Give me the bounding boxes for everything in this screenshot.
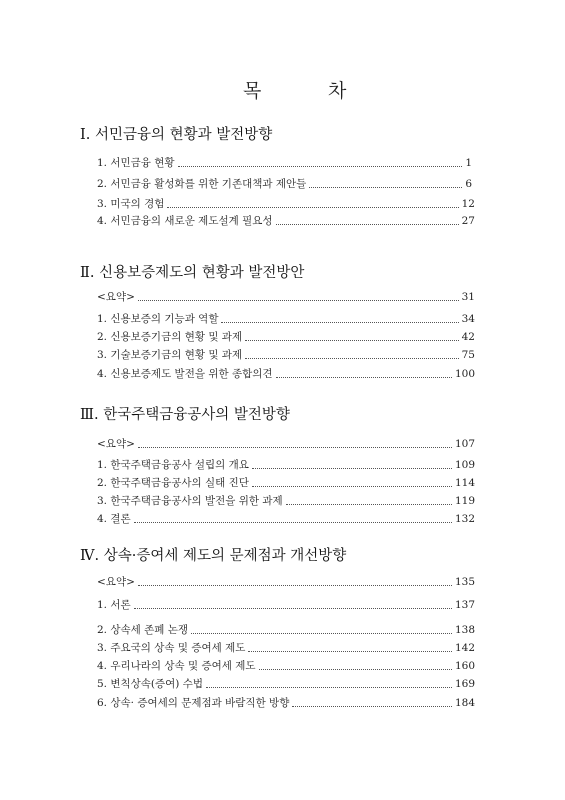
dot-leader xyxy=(276,224,459,225)
toc-entry-page: 42 xyxy=(461,331,475,343)
toc-entry-page: 138 xyxy=(454,624,475,636)
toc-entry-label: 6. 상속· 증여세의 문제점과 바람직한 방향 xyxy=(97,697,290,709)
toc-entry[interactable] xyxy=(97,494,475,508)
toc-entry[interactable] xyxy=(97,156,472,170)
toc-entry[interactable] xyxy=(97,330,475,344)
toc-entry[interactable] xyxy=(97,197,475,211)
section-heading: Ⅳ. 상속·증여세 제도의 문제점과 개선방향 xyxy=(80,548,347,564)
toc-entry[interactable] xyxy=(97,458,475,472)
toc-entry[interactable] xyxy=(97,623,475,637)
dot-leader xyxy=(167,207,458,208)
toc-entry-page: 184 xyxy=(454,697,475,709)
toc-entry-page: 27 xyxy=(461,215,475,227)
toc-entry-page: 75 xyxy=(461,349,475,361)
dot-leader xyxy=(252,468,452,469)
toc-entry[interactable] xyxy=(97,367,475,381)
dot-leader xyxy=(245,358,459,359)
toc-title xyxy=(0,76,565,104)
dot-leader xyxy=(221,322,458,323)
toc-entry-page: 34 xyxy=(461,313,475,325)
dot-leader xyxy=(138,585,452,586)
toc-entry-label: 2. 신용보증기금의 현황 및 과제 xyxy=(97,331,243,343)
dot-leader xyxy=(206,687,452,688)
toc-entry-page: 1 xyxy=(465,157,472,169)
toc-entry-label: 1. 서민금융 현황 xyxy=(97,157,175,169)
toc-entry-label: 5. 변칙상속(증여) 수법 xyxy=(97,678,204,690)
toc-entry[interactable] xyxy=(97,512,475,526)
toc-entry-page: 142 xyxy=(454,642,475,654)
toc-entry[interactable] xyxy=(97,575,475,589)
dot-leader xyxy=(245,340,459,341)
toc-entry[interactable] xyxy=(97,476,475,490)
dot-leader xyxy=(178,166,463,167)
toc-entry[interactable] xyxy=(97,214,475,228)
dot-leader xyxy=(276,377,452,378)
toc-entry-page: 6 xyxy=(465,178,472,190)
toc-entry-page: 109 xyxy=(454,459,475,471)
toc-entry[interactable] xyxy=(97,659,475,673)
toc-section-1 xyxy=(80,124,500,146)
toc-entry-label: <요약> xyxy=(97,291,135,303)
toc-entry[interactable] xyxy=(97,437,475,451)
dot-leader xyxy=(248,651,452,652)
dot-leader xyxy=(252,486,452,487)
toc-entry-page: 114 xyxy=(454,477,475,489)
toc-entry-label: 1. 한국주택금융공사 설립의 개요 xyxy=(97,459,249,471)
dot-leader xyxy=(191,633,452,634)
toc-section-2 xyxy=(80,262,500,284)
dot-leader xyxy=(286,504,452,505)
toc-entry[interactable] xyxy=(97,177,472,191)
toc-entry-label: 1. 신용보증의 기능과 역할 xyxy=(97,313,219,325)
toc-entry-page: 160 xyxy=(454,660,475,672)
dot-leader xyxy=(138,300,459,301)
toc-entry-page: 107 xyxy=(454,438,475,450)
toc-entry-page: 100 xyxy=(454,368,475,380)
toc-entry-label: 4. 서민금융의 새로운 제도설계 필요성 xyxy=(97,215,273,227)
toc-entry[interactable] xyxy=(97,696,475,710)
toc-entry-label: 2. 서민금융 활성화를 위한 기존대책과 제안들 xyxy=(97,178,307,190)
toc-entry-label: 3. 한국주택금융공사의 발전을 위한 과제 xyxy=(97,495,283,507)
toc-entry-label: <요약> xyxy=(97,438,135,450)
dot-leader xyxy=(259,669,452,670)
section-heading: Ⅱ. 신용보증제도의 현황과 발전방안 xyxy=(80,265,305,281)
section-heading: Ⅲ. 한국주택금융공사의 발전방향 xyxy=(80,407,290,423)
toc-entry-page: 132 xyxy=(454,513,475,525)
dot-leader xyxy=(134,522,452,523)
toc-entry[interactable] xyxy=(97,677,475,691)
dot-leader xyxy=(134,608,452,609)
toc-entry[interactable] xyxy=(97,312,475,326)
toc-entry-label: 1. 서론 xyxy=(97,599,131,611)
toc-entry-label: 3. 주요국의 상속 및 증여세 제도 xyxy=(97,642,246,654)
dot-leader xyxy=(309,187,462,188)
toc-entry-page: 135 xyxy=(454,576,475,588)
toc-entry-label: 4. 신용보증제도 발전을 위한 종합의견 xyxy=(97,368,273,380)
toc-entry[interactable] xyxy=(97,598,475,612)
toc-entry-page: 12 xyxy=(461,198,475,210)
toc-entry[interactable] xyxy=(97,641,475,655)
dot-leader xyxy=(292,706,452,707)
toc-entry-page: 137 xyxy=(454,599,475,611)
toc-title-char-2: 차 xyxy=(328,80,348,102)
toc-section-4 xyxy=(80,545,500,567)
toc-title-char-1: 목 xyxy=(243,80,263,102)
toc-entry[interactable] xyxy=(97,290,475,304)
toc-entry-page: 169 xyxy=(454,678,475,690)
toc-entry-label: 3. 미국의 경험 xyxy=(97,198,165,210)
toc-entry-label: 2. 상속세 존폐 논쟁 xyxy=(97,624,189,636)
toc-entry-label: 2. 한국주택금융공사의 실태 진단 xyxy=(97,477,249,489)
toc-entry-label: 4. 결론 xyxy=(97,513,131,525)
toc-entry-label: 4. 우리나라의 상속 및 증여세 제도 xyxy=(97,660,256,672)
section-heading: I. 서민금융의 현황과 발전방향 xyxy=(80,127,273,143)
toc-section-3 xyxy=(80,404,500,426)
toc-entry-page: 119 xyxy=(454,495,475,507)
toc-entry-page: 31 xyxy=(461,291,475,303)
dot-leader xyxy=(138,447,452,448)
toc-entry-label: <요약> xyxy=(97,576,135,588)
toc-entry[interactable] xyxy=(97,348,475,362)
toc-entry-label: 3. 기술보증기금의 현황 및 과제 xyxy=(97,349,243,361)
